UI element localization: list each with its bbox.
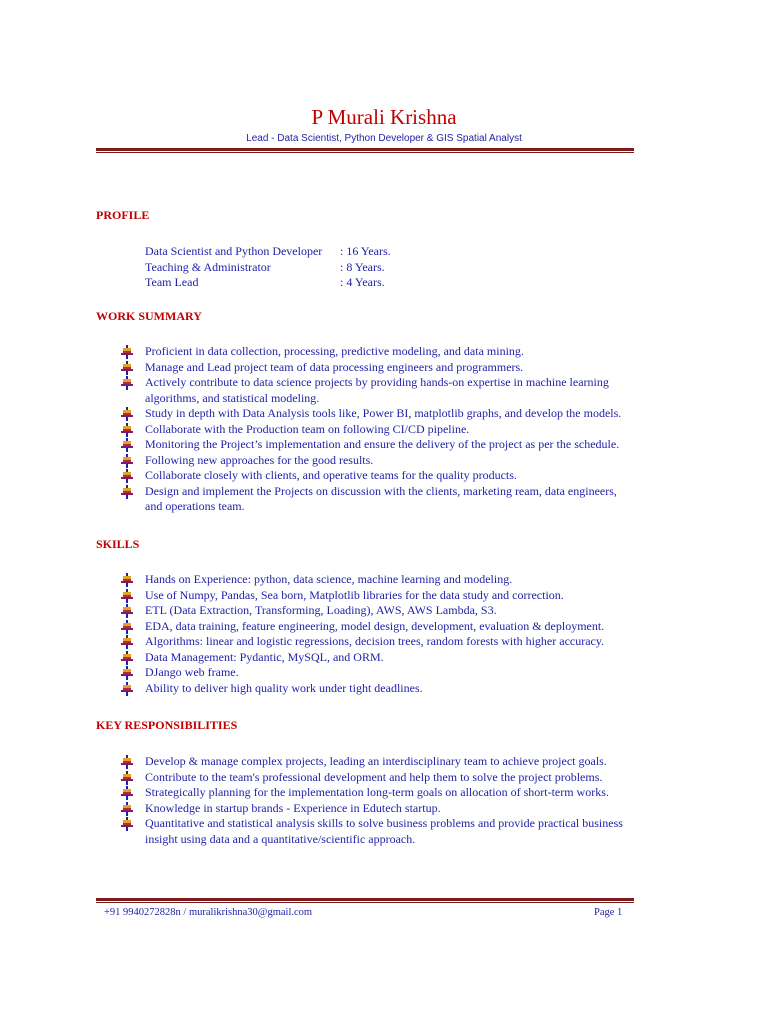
bullet-text: ETL (Data Extraction, Transforming, Loading), AWS, AWS Lambda, S3. — [145, 603, 497, 617]
bullet-text: Knowledge in startup brands - Experience in Edutech startup. — [145, 800, 441, 815]
bullet-text: Hands on Experience: python, data science, machine learning and modeling. — [145, 572, 513, 586]
pushpin-bullet-icon — [120, 786, 134, 800]
bullet-text: DJango web frame. — [145, 665, 239, 679]
candidate-name: P Murali Krishna — [311, 105, 457, 129]
footer-contact: +91 9940272828n / muralikrishna30@gmail.com — [104, 907, 313, 918]
bullet-item — [120, 770, 634, 786]
bullet-item — [120, 588, 634, 604]
profile-label: Data Scientist and Python Developer — [145, 244, 323, 258]
bullet-text: Collaborate closely with clients, and operative teams for the quality products. — [145, 468, 517, 482]
bullet-text: Collaborate with the Production team on following CI/CD pipeline. — [145, 421, 470, 436]
bullet-text: EDA, data training, feature engineering, model design, development, evaluation & deployment. — [145, 618, 605, 633]
pushpin-bullet-icon — [120, 817, 134, 831]
bullet-item — [120, 437, 634, 453]
profile-label: Teaching & Administrator — [145, 259, 271, 274]
pushpin-bullet-icon — [120, 802, 134, 816]
pushpin-bullet-icon — [120, 438, 134, 452]
bullet-item — [120, 801, 634, 817]
bullet-item — [120, 650, 634, 666]
profile-row — [145, 260, 391, 276]
bullet-item — [120, 468, 634, 484]
bullet-item — [120, 603, 634, 619]
bullet-text: Use of Numpy, Pandas, Sea born, Matplotlib libraries for the data study and correction. — [145, 587, 564, 602]
page-number: Page 1 — [594, 907, 623, 918]
profile-value: : 4 Years. — [340, 275, 385, 289]
skills-list — [120, 572, 634, 696]
bullet-text: Strategically planning for the implementation long-term goals on allocation of short-term works. — [145, 785, 609, 799]
pushpin-bullet-icon — [120, 635, 134, 649]
pushpin-bullet-icon — [120, 651, 134, 665]
bullet-item — [120, 681, 634, 697]
bullet-text: Algorithms: linear and logistic regressions, decision trees, random forests with higher accuracy. — [145, 634, 605, 648]
bullet-item — [120, 484, 634, 515]
bullet-item — [120, 754, 634, 770]
bullet-text: Design and implement the Projects on discussion with the clients, marketing ream, data engineers, and operations team. — [145, 483, 617, 513]
work-summary-list — [120, 344, 634, 515]
bullet-item — [120, 665, 634, 681]
bullet-item — [120, 816, 634, 847]
pushpin-bullet-icon — [120, 666, 134, 680]
bullet-text: Develop & manage complex projects, leading an interdisciplinary team to achieve project goals. — [145, 754, 607, 768]
profile-table — [145, 244, 391, 291]
bullet-text: Proficient in data collection, processing, predictive modeling, and data mining. — [145, 344, 524, 358]
profile-heading: PROFILE — [96, 208, 150, 222]
pushpin-bullet-icon — [120, 345, 134, 359]
bullet-text: Actively contribute to data science projects by providing hands-on expertise in machine learning algorithms, and statistical modeling. — [145, 375, 609, 405]
skills-heading: SKILLS — [96, 537, 140, 551]
pushpin-bullet-icon — [120, 620, 134, 634]
bullet-item — [120, 344, 634, 360]
profile-value: : 16 Years. — [340, 244, 391, 258]
bullet-text: Study in depth with Data Analysis tools like, Power BI, matplotlib graphs, and develop the models. — [145, 406, 622, 420]
footer-rule — [96, 898, 634, 903]
pushpin-bullet-icon — [120, 573, 134, 587]
pushpin-bullet-icon — [120, 485, 134, 499]
pushpin-bullet-icon — [120, 755, 134, 769]
header-rule — [96, 148, 634, 153]
pushpin-bullet-icon — [120, 682, 134, 696]
pushpin-bullet-icon — [120, 376, 134, 390]
pushpin-bullet-icon — [120, 589, 134, 603]
bullet-item — [120, 360, 634, 376]
work-summary-heading: WORK SUMMARY — [96, 309, 202, 323]
bullet-item — [120, 453, 634, 469]
pushpin-bullet-icon — [120, 454, 134, 468]
bullet-text: Contribute to the team's professional development and help them to solve the project problems. — [145, 769, 603, 784]
pushpin-bullet-icon — [120, 361, 134, 375]
bullet-text: Data Management: Pydantic, MySQL, and ORM. — [145, 649, 384, 664]
profile-value: : 8 Years. — [340, 259, 385, 274]
pushpin-bullet-icon — [120, 407, 134, 421]
bullet-text: Monitoring the Project’s implementation and ensure the delivery of the project as per the schedule. — [145, 437, 620, 451]
bullet-item — [120, 634, 634, 650]
key-responsibilities-list — [120, 754, 634, 847]
key-responsibilities-heading: KEY RESPONSIBILITIES — [96, 718, 238, 732]
bullet-item — [120, 572, 634, 588]
bullet-item — [120, 406, 634, 422]
pushpin-bullet-icon — [120, 469, 134, 483]
candidate-subtitle: Lead - Data Scientist, Python Developer & GIS Spatial Analyst — [246, 133, 522, 144]
bullet-text: Following new approaches for the good results. — [145, 452, 374, 467]
bullet-text: Manage and Lead project team of data processing engineers and programmers. — [145, 359, 524, 374]
bullet-item — [120, 619, 634, 635]
bullet-item — [120, 422, 634, 438]
pushpin-bullet-icon — [120, 771, 134, 785]
profile-label: Team Lead — [145, 275, 199, 289]
profile-row — [145, 244, 391, 260]
profile-row — [145, 275, 391, 291]
pushpin-bullet-icon — [120, 423, 134, 437]
bullet-text: Ability to deliver high quality work under tight deadlines. — [145, 680, 423, 695]
bullet-item — [120, 375, 634, 406]
pushpin-bullet-icon — [120, 604, 134, 618]
bullet-text: Quantitative and statistical analysis skills to solve business problems and provide practical business insight using data and a quantitative/scientific approach. — [145, 816, 623, 846]
bullet-item — [120, 785, 634, 801]
